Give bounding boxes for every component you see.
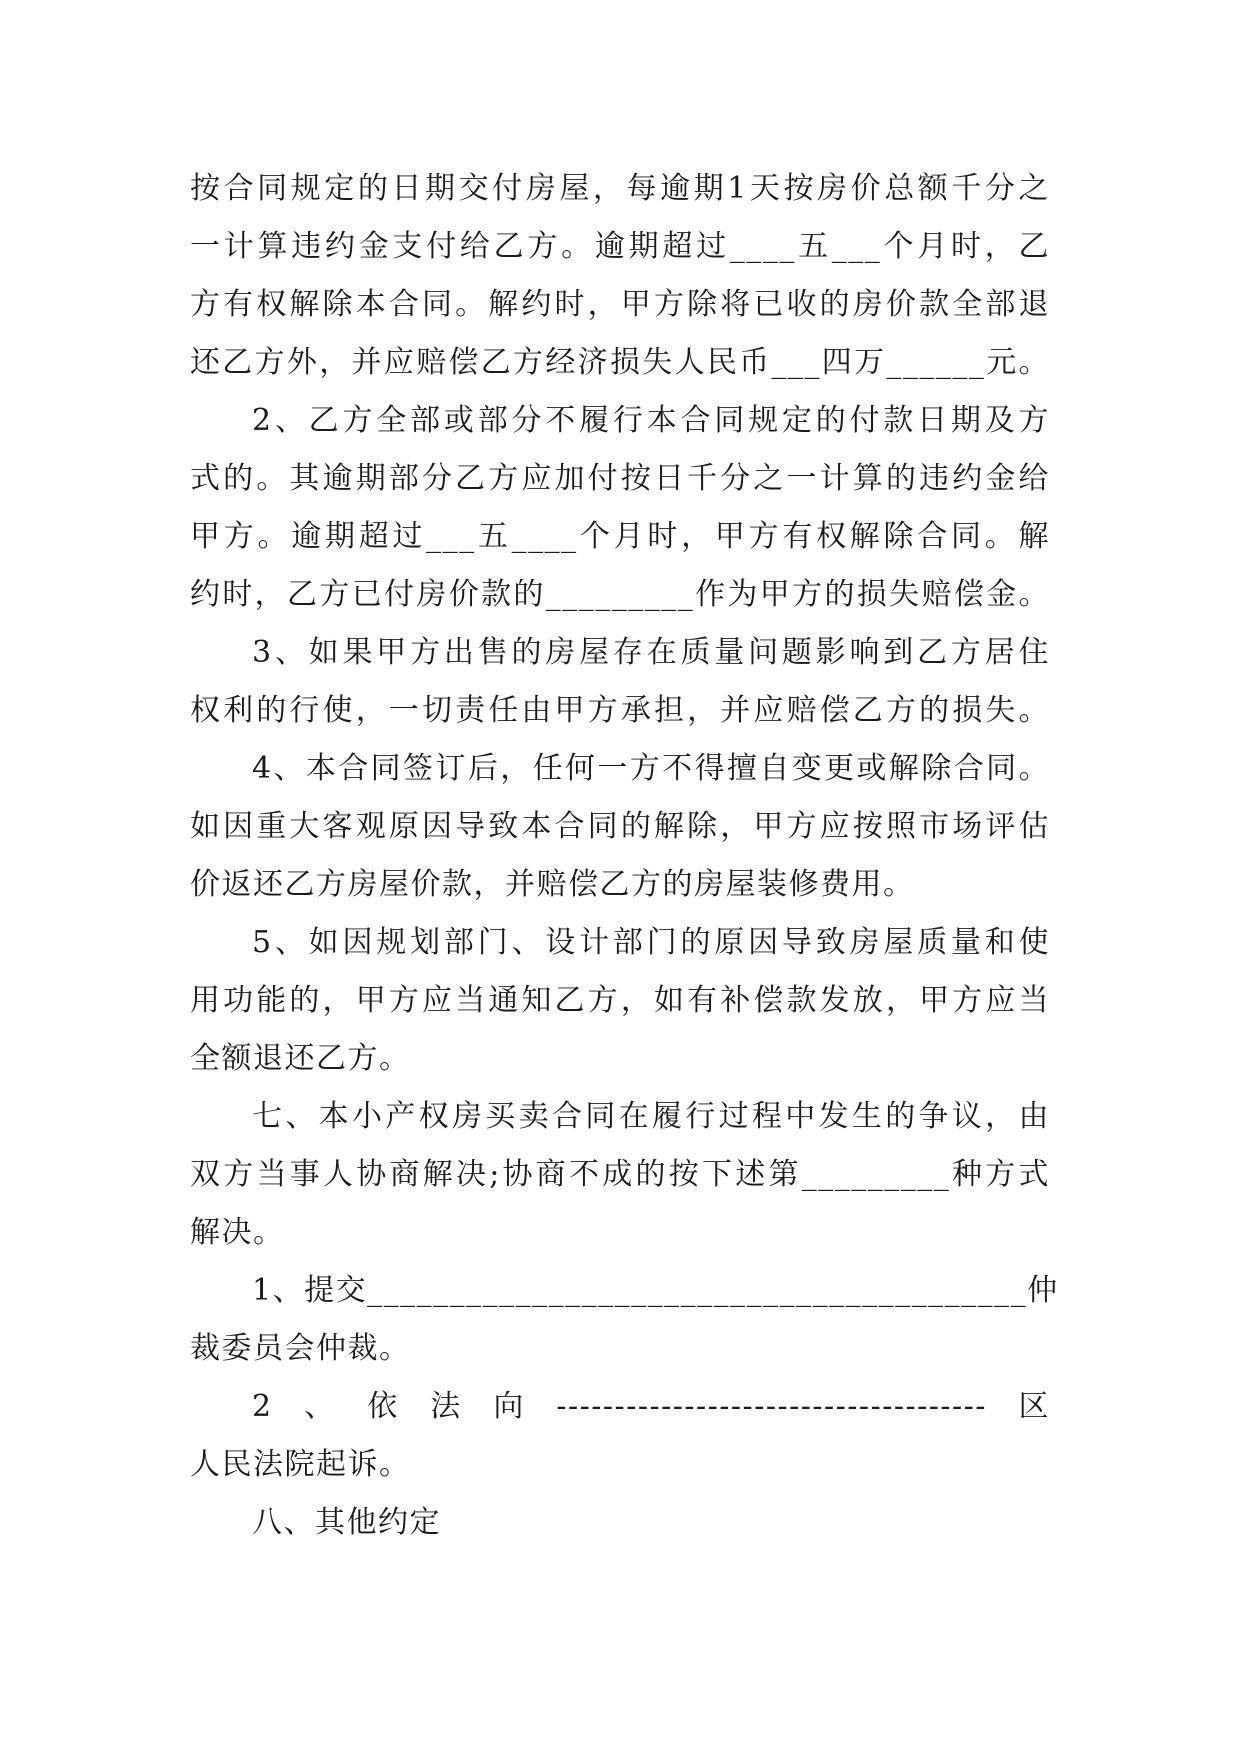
text-line-content: 1、提交________________________________________仲 <box>252 1273 1059 1308</box>
text-line-content: 如因重大客观原因导致本合同的解除，甲方应按照市场评估 <box>190 809 1050 844</box>
text-line-content: 式的。其逾期部分乙方应加付按日千分之一计算的违约金给 <box>190 461 1050 496</box>
text-line <box>190 508 1050 566</box>
text-line <box>190 972 1050 1030</box>
text-line <box>190 798 1050 856</box>
text-line-content: 权利的行使，一切责任由甲方承担，并应赔偿乙方的损失。 <box>190 693 1050 728</box>
text-line-content: 价返还乙方房屋价款，并赔偿乙方的房屋装修费用。 <box>190 867 915 902</box>
document-body <box>190 160 1059 1552</box>
text-line-content: 全额退还乙方。 <box>190 1041 411 1076</box>
text-line-content: 双方当事人协商解决;协商不成的按下述第_________种方式 <box>190 1157 1050 1192</box>
text-line-content: 甲方。逾期超过___五____个月时，甲方有权解除合同。解 <box>190 519 1050 554</box>
text-line <box>190 740 1050 798</box>
text-line <box>190 624 1050 682</box>
text-line <box>190 1436 1050 1494</box>
text-line <box>190 1030 1050 1088</box>
text-line <box>190 682 1050 740</box>
text-line-content: 5、如因规划部门、设计部门的原因导致房屋质量和使 <box>252 925 1050 960</box>
text-line <box>190 1204 1050 1262</box>
text-line <box>190 1320 1050 1378</box>
text-line <box>190 566 1050 624</box>
text-line <box>190 1494 1050 1552</box>
text-line-content: 4、本合同签订后，任何一方不得擅自变更或解除合同。 <box>252 751 1050 786</box>
text-line-content: 方有权解除本合同。解约时，甲方除将已收的房价款全部退 <box>190 287 1050 322</box>
text-line <box>190 1146 1050 1204</box>
text-line-content: 2、依法向-------------------------------------区 <box>252 1389 1050 1424</box>
text-line <box>190 1088 1050 1146</box>
text-line <box>190 450 1050 508</box>
text-line <box>190 160 1050 218</box>
text-line-content: 解决。 <box>190 1215 285 1250</box>
text-line-content: 3、如果甲方出售的房屋存在质量问题影响到乙方居住 <box>252 635 1050 670</box>
text-line-content: 八、其他约定 <box>252 1505 441 1540</box>
text-line-content: 一计算违约金支付给乙方。逾期超过____五___个月时，乙 <box>190 229 1050 264</box>
text-line <box>190 1378 1050 1436</box>
text-line-content: 裁委员会仲裁。 <box>190 1331 411 1366</box>
text-line-content: 还乙方外，并应赔偿乙方经济损失人民币___四万______元。 <box>190 345 1050 380</box>
text-line <box>190 276 1050 334</box>
text-line-content: 2、乙方全部或部分不履行本合同规定的付款日期及方 <box>252 403 1050 438</box>
text-line <box>190 334 1050 392</box>
text-line-content: 按合同规定的日期交付房屋，每逾期1天按房价总额千分之 <box>190 171 1050 206</box>
text-line-content: 七、本小产权房买卖合同在履行过程中发生的争议，由 <box>252 1099 1050 1134</box>
text-line <box>190 392 1050 450</box>
text-line-content: 用功能的，甲方应当通知乙方，如有补偿款发放，甲方应当 <box>190 983 1050 1018</box>
text-line <box>190 856 1050 914</box>
text-line-content: 约时，乙方已付房价款的_________作为甲方的损失赔偿金。 <box>190 577 1050 612</box>
text-line <box>190 1262 1059 1320</box>
text-line <box>190 218 1050 276</box>
text-line-content: 人民法院起诉。 <box>190 1447 411 1482</box>
text-line <box>190 914 1050 972</box>
